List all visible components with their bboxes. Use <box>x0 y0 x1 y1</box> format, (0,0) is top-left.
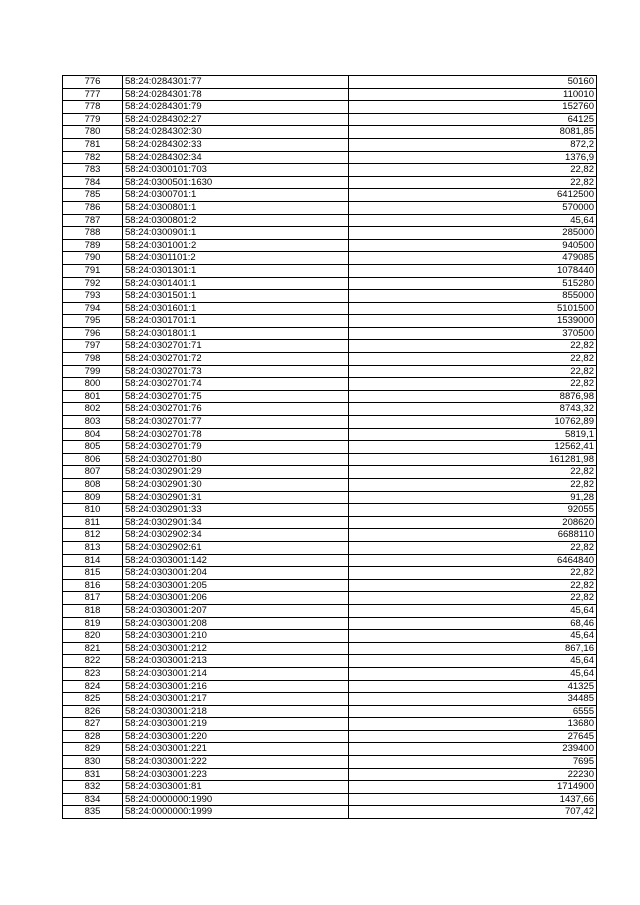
row-number: 805 <box>63 441 123 454</box>
table-row <box>63 126 597 139</box>
cadastral-number: 58:24:0302901:33 <box>123 504 349 517</box>
cadastral-number: 58:24:0302701:79 <box>123 441 349 454</box>
cadastral-number: 58:24:0301601:1 <box>123 302 349 315</box>
row-number: 777 <box>63 88 123 101</box>
cadastral-number: 58:24:0303001:218 <box>123 705 349 718</box>
cadastral-number: 58:24:0302701:76 <box>123 403 349 416</box>
cadastral-number: 58:24:0302901:30 <box>123 479 349 492</box>
table-row <box>63 302 597 315</box>
value: 22,82 <box>349 353 597 366</box>
value: 10762,89 <box>349 416 597 429</box>
table-row <box>63 290 597 303</box>
row-number: 802 <box>63 403 123 416</box>
row-number: 832 <box>63 781 123 794</box>
table-row <box>63 529 597 542</box>
table-row <box>63 164 597 177</box>
table-row <box>63 579 597 592</box>
row-number: 801 <box>63 390 123 403</box>
table-row <box>63 567 597 580</box>
cadastral-number: 58:24:0300701:1 <box>123 189 349 202</box>
value: 8743,32 <box>349 403 597 416</box>
table-row <box>63 491 597 504</box>
table-row <box>63 554 597 567</box>
value: 515280 <box>349 277 597 290</box>
cadastral-number: 58:24:0303001:221 <box>123 743 349 756</box>
cadastral-number: 58:24:0302701:74 <box>123 378 349 391</box>
cadastral-number: 58:24:0303001:214 <box>123 667 349 680</box>
row-number: 797 <box>63 340 123 353</box>
value: 92055 <box>349 504 597 517</box>
cadastral-number: 58:24:0302701:73 <box>123 365 349 378</box>
value: 161281,98 <box>349 453 597 466</box>
cadastral-number: 58:24:0300801:1 <box>123 201 349 214</box>
table-row <box>63 378 597 391</box>
table-row <box>63 101 597 114</box>
cadastral-number: 58:24:0300901:1 <box>123 227 349 240</box>
table-row <box>63 264 597 277</box>
row-number: 784 <box>63 176 123 189</box>
cadastral-number: 58:24:0303001:219 <box>123 718 349 731</box>
table-row <box>63 252 597 265</box>
cadastral-number: 58:24:0302701:72 <box>123 353 349 366</box>
cadastral-number: 58:24:0000000:1990 <box>123 793 349 806</box>
cadastral-number: 58:24:0303001:208 <box>123 617 349 630</box>
value: 41325 <box>349 680 597 693</box>
table-row <box>63 617 597 630</box>
table-row <box>63 340 597 353</box>
row-number: 835 <box>63 806 123 819</box>
table-row <box>63 466 597 479</box>
table-row <box>63 781 597 794</box>
cadastral-number: 58:24:0301101:2 <box>123 252 349 265</box>
table-row <box>63 768 597 781</box>
table-row <box>63 705 597 718</box>
row-number: 790 <box>63 252 123 265</box>
value: 1376,9 <box>349 151 597 164</box>
value: 50160 <box>349 76 597 89</box>
row-number: 787 <box>63 214 123 227</box>
table-row <box>63 504 597 517</box>
cadastral-number: 58:24:0303001:210 <box>123 630 349 643</box>
value: 1539000 <box>349 315 597 328</box>
row-number: 806 <box>63 453 123 466</box>
table-row <box>63 214 597 227</box>
cadastral-number: 58:24:0303001:223 <box>123 768 349 781</box>
row-number: 820 <box>63 630 123 643</box>
cadastral-number: 58:24:0302901:29 <box>123 466 349 479</box>
value: 22230 <box>349 768 597 781</box>
table-row <box>63 655 597 668</box>
cadastral-number: 58:24:0303001:217 <box>123 693 349 706</box>
row-number: 799 <box>63 365 123 378</box>
value: 22,82 <box>349 378 597 391</box>
cadastral-number: 58:24:0284302:33 <box>123 138 349 151</box>
value: 45,64 <box>349 655 597 668</box>
cadastral-number: 58:24:0284301:79 <box>123 101 349 114</box>
value: 7695 <box>349 756 597 769</box>
row-number: 812 <box>63 529 123 542</box>
value: 285000 <box>349 227 597 240</box>
cadastral-number: 58:24:0302901:31 <box>123 491 349 504</box>
row-number: 828 <box>63 730 123 743</box>
value: 68,46 <box>349 617 597 630</box>
value: 22,82 <box>349 567 597 580</box>
value: 1714900 <box>349 781 597 794</box>
row-number: 793 <box>63 290 123 303</box>
value: 239400 <box>349 743 597 756</box>
value: 45,64 <box>349 630 597 643</box>
cadastral-number: 58:24:0301401:1 <box>123 277 349 290</box>
value: 45,64 <box>349 214 597 227</box>
cadastral-number: 58:24:0303001:206 <box>123 592 349 605</box>
row-number: 809 <box>63 491 123 504</box>
row-number: 788 <box>63 227 123 240</box>
value: 34485 <box>349 693 597 706</box>
cadastral-number: 58:24:0303001:81 <box>123 781 349 794</box>
table-row <box>63 793 597 806</box>
value: 152760 <box>349 101 597 114</box>
document-page <box>62 75 597 819</box>
cadastral-number: 58:24:0300101:703 <box>123 164 349 177</box>
value: 8876,98 <box>349 390 597 403</box>
table-row <box>63 201 597 214</box>
row-number: 824 <box>63 680 123 693</box>
table-row <box>63 428 597 441</box>
cadastral-number: 58:24:0300501:1630 <box>123 176 349 189</box>
cadastral-number: 58:24:0284302:30 <box>123 126 349 139</box>
row-number: 819 <box>63 617 123 630</box>
table-row <box>63 604 597 617</box>
row-number: 780 <box>63 126 123 139</box>
value: 22,82 <box>349 176 597 189</box>
cadastral-number: 58:24:0301701:1 <box>123 315 349 328</box>
row-number: 789 <box>63 239 123 252</box>
table-row <box>63 403 597 416</box>
value: 872,2 <box>349 138 597 151</box>
cadastral-number: 58:24:0303001:212 <box>123 642 349 655</box>
value: 22,82 <box>349 164 597 177</box>
table-row <box>63 667 597 680</box>
cadastral-number: 58:24:0284302:34 <box>123 151 349 164</box>
table-row <box>63 113 597 126</box>
value: 940500 <box>349 239 597 252</box>
table-row <box>63 642 597 655</box>
table-row <box>63 730 597 743</box>
value: 570000 <box>349 201 597 214</box>
row-number: 776 <box>63 76 123 89</box>
value: 64125 <box>349 113 597 126</box>
value: 6555 <box>349 705 597 718</box>
cadastral-number: 58:24:0302902:34 <box>123 529 349 542</box>
table-row <box>63 227 597 240</box>
row-number: 795 <box>63 315 123 328</box>
table-row <box>63 239 597 252</box>
cadastral-number: 58:24:0301301:1 <box>123 264 349 277</box>
value: 370500 <box>349 327 597 340</box>
row-number: 818 <box>63 604 123 617</box>
cadastral-number: 58:24:0284301:77 <box>123 76 349 89</box>
cadastral-number: 58:24:0303001:216 <box>123 680 349 693</box>
cadastral-number: 58:24:0303001:142 <box>123 554 349 567</box>
cadastral-number: 58:24:0000000:1999 <box>123 806 349 819</box>
row-number: 785 <box>63 189 123 202</box>
table-row <box>63 189 597 202</box>
value: 707,42 <box>349 806 597 819</box>
table-row <box>63 541 597 554</box>
row-number: 781 <box>63 138 123 151</box>
value: 13680 <box>349 718 597 731</box>
cadastral-number: 58:24:0303001:220 <box>123 730 349 743</box>
value: 22,82 <box>349 365 597 378</box>
cadastral-number: 58:24:0303001:213 <box>123 655 349 668</box>
table-row <box>63 88 597 101</box>
value: 5101500 <box>349 302 597 315</box>
row-number: 827 <box>63 718 123 731</box>
row-number: 800 <box>63 378 123 391</box>
cadastral-number: 58:24:0300801:2 <box>123 214 349 227</box>
cadastral-table <box>62 75 597 819</box>
cadastral-number: 58:24:0284301:78 <box>123 88 349 101</box>
row-number: 821 <box>63 642 123 655</box>
value: 208620 <box>349 516 597 529</box>
table-row <box>63 516 597 529</box>
value: 110010 <box>349 88 597 101</box>
row-number: 826 <box>63 705 123 718</box>
row-number: 811 <box>63 516 123 529</box>
table-row <box>63 718 597 731</box>
table-row <box>63 327 597 340</box>
cadastral-number: 58:24:0302701:77 <box>123 416 349 429</box>
cadastral-number: 58:24:0301501:1 <box>123 290 349 303</box>
value: 1078440 <box>349 264 597 277</box>
cadastral-number: 58:24:0284302:27 <box>123 113 349 126</box>
row-number: 807 <box>63 466 123 479</box>
table-row <box>63 680 597 693</box>
cadastral-number: 58:24:0302701:78 <box>123 428 349 441</box>
value: 22,82 <box>349 579 597 592</box>
cadastral-number: 58:24:0302701:71 <box>123 340 349 353</box>
cadastral-number: 58:24:0302701:80 <box>123 453 349 466</box>
value: 45,64 <box>349 667 597 680</box>
row-number: 794 <box>63 302 123 315</box>
table-row <box>63 453 597 466</box>
cadastral-number: 58:24:0301801:1 <box>123 327 349 340</box>
table-row <box>63 76 597 89</box>
row-number: 810 <box>63 504 123 517</box>
value: 6688110 <box>349 529 597 542</box>
table-row <box>63 390 597 403</box>
value: 1437,66 <box>349 793 597 806</box>
value: 22,82 <box>349 340 597 353</box>
cadastral-number: 58:24:0303001:222 <box>123 756 349 769</box>
row-number: 822 <box>63 655 123 668</box>
row-number: 796 <box>63 327 123 340</box>
table-row <box>63 479 597 492</box>
value: 12562,41 <box>349 441 597 454</box>
row-number: 791 <box>63 264 123 277</box>
row-number: 825 <box>63 693 123 706</box>
value: 91,28 <box>349 491 597 504</box>
table-row <box>63 441 597 454</box>
table-row <box>63 138 597 151</box>
row-number: 778 <box>63 101 123 114</box>
value: 22,82 <box>349 592 597 605</box>
row-number: 792 <box>63 277 123 290</box>
value: 867,16 <box>349 642 597 655</box>
value: 5819,1 <box>349 428 597 441</box>
value: 855000 <box>349 290 597 303</box>
row-number: 816 <box>63 579 123 592</box>
table-row <box>63 756 597 769</box>
table-row <box>63 151 597 164</box>
row-number: 782 <box>63 151 123 164</box>
value: 8081,85 <box>349 126 597 139</box>
row-number: 786 <box>63 201 123 214</box>
table-row <box>63 277 597 290</box>
row-number: 817 <box>63 592 123 605</box>
cadastral-number: 58:24:0303001:204 <box>123 567 349 580</box>
cadastral-number: 58:24:0302902:61 <box>123 541 349 554</box>
row-number: 823 <box>63 667 123 680</box>
value: 479085 <box>349 252 597 265</box>
cadastral-number: 58:24:0303001:205 <box>123 579 349 592</box>
cadastral-number: 58:24:0303001:207 <box>123 604 349 617</box>
row-number: 813 <box>63 541 123 554</box>
row-number: 834 <box>63 793 123 806</box>
table-row <box>63 592 597 605</box>
row-number: 815 <box>63 567 123 580</box>
table-row <box>63 693 597 706</box>
cadastral-number: 58:24:0302701:75 <box>123 390 349 403</box>
row-number: 798 <box>63 353 123 366</box>
table-row <box>63 630 597 643</box>
table-row <box>63 743 597 756</box>
value: 27645 <box>349 730 597 743</box>
row-number: 803 <box>63 416 123 429</box>
table-row <box>63 806 597 819</box>
row-number: 779 <box>63 113 123 126</box>
value: 22,82 <box>349 479 597 492</box>
table-body <box>63 76 597 819</box>
row-number: 808 <box>63 479 123 492</box>
row-number: 830 <box>63 756 123 769</box>
table-row <box>63 315 597 328</box>
row-number: 783 <box>63 164 123 177</box>
value: 22,82 <box>349 466 597 479</box>
row-number: 829 <box>63 743 123 756</box>
table-row <box>63 365 597 378</box>
table-row <box>63 176 597 189</box>
table-row <box>63 353 597 366</box>
value: 6464840 <box>349 554 597 567</box>
value: 6412500 <box>349 189 597 202</box>
row-number: 814 <box>63 554 123 567</box>
cadastral-number: 58:24:0301001:2 <box>123 239 349 252</box>
value: 45,64 <box>349 604 597 617</box>
table-row <box>63 416 597 429</box>
row-number: 831 <box>63 768 123 781</box>
cadastral-number: 58:24:0302901:34 <box>123 516 349 529</box>
row-number: 804 <box>63 428 123 441</box>
value: 22,82 <box>349 541 597 554</box>
